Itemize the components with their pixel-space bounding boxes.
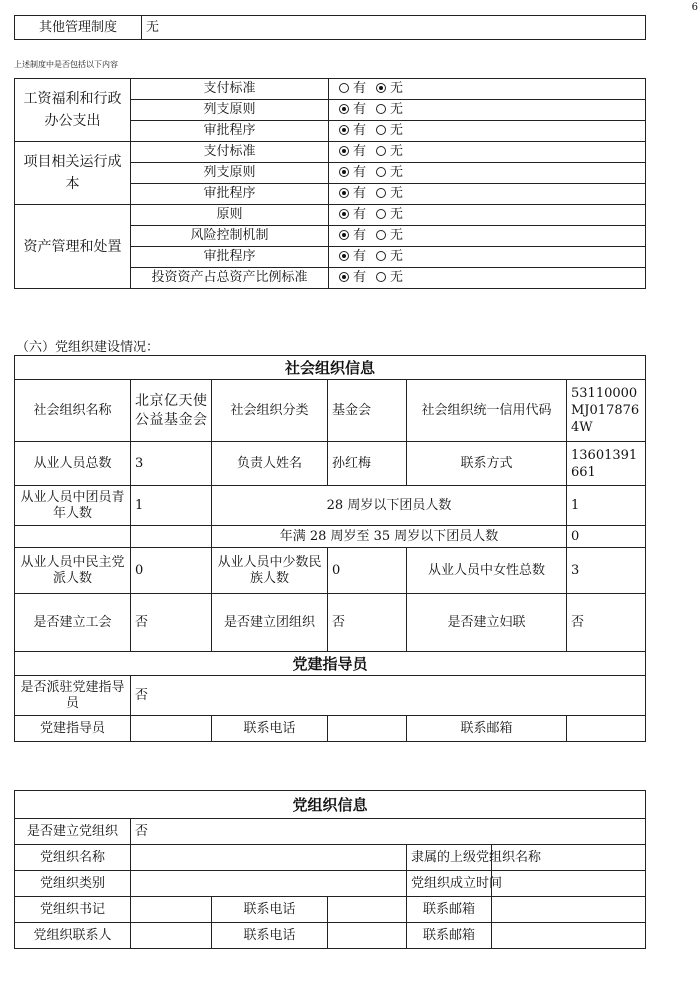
radio-no-icon[interactable]: [376, 272, 386, 282]
party-liaison-value: [131, 923, 212, 949]
radio-no-label: 无: [390, 207, 404, 222]
instructor-phone-label: 联系电话: [212, 716, 328, 742]
blank-cell: [131, 526, 212, 548]
section6-title: （六）党组织建设情况：: [16, 340, 160, 355]
rule-group-name: 资产管理和处置: [15, 205, 131, 289]
page-number: 6: [691, 2, 698, 13]
rule-item-label: 审批程序: [131, 247, 329, 268]
party-liaison-email-label: 联系邮箱: [407, 923, 492, 949]
org-category-label: 社会组织分类: [212, 380, 328, 442]
female-value: 3: [567, 548, 646, 594]
radio-yes-icon[interactable]: [339, 209, 349, 219]
org-credit-code-value: 53110000MJ0178764W: [567, 380, 646, 442]
staff-total-label: 从业人员总数: [15, 442, 131, 486]
leader-label: 负责人姓名: [212, 442, 328, 486]
party-secretary-phone-value: [328, 897, 407, 923]
radio-yes-icon[interactable]: [339, 188, 349, 198]
age28-35-value: 0: [567, 526, 646, 548]
rule-group-name: 工资福利和行政办公支出: [15, 79, 131, 142]
rule-item-choice: [329, 247, 646, 268]
party-type-label: 党组织类别: [15, 871, 131, 897]
blank-cell: [15, 526, 131, 548]
party-secretary-value: [131, 897, 212, 923]
rule-item-label: 风险控制机制: [131, 226, 329, 247]
org-name-value: 北京亿天使公益基金会: [131, 380, 212, 442]
minority-value: 0: [328, 548, 407, 594]
instructor-name-label: 党建指导员: [15, 716, 131, 742]
radio-no-label: 无: [390, 249, 404, 264]
radio-yes-label: 有: [353, 102, 367, 117]
instructor-phone-value: [328, 716, 407, 742]
instructor-dispatched-label: 是否派驻党建指导员: [15, 676, 131, 716]
rule-item-choice: [329, 205, 646, 226]
party-liaison-label: 党组织联系人: [15, 923, 131, 949]
other-rules-value: 无: [142, 16, 646, 40]
instructor-name-value: [131, 716, 212, 742]
rule-item-choice: [329, 184, 646, 205]
instructor-header: 党建指导员: [15, 652, 646, 676]
radio-no-icon[interactable]: [376, 230, 386, 240]
radio-no-icon[interactable]: [376, 167, 386, 177]
radio-no-label: 无: [390, 228, 404, 243]
female-label: 从业人员中女性总数: [407, 548, 567, 594]
radio-no-icon[interactable]: [376, 104, 386, 114]
democratic-value: 0: [131, 548, 212, 594]
radio-yes-label: 有: [353, 207, 367, 222]
party-org-header: 党组织信息: [15, 791, 646, 819]
radio-no-icon[interactable]: [376, 125, 386, 135]
radio-no-icon[interactable]: [376, 146, 386, 156]
radio-yes-label: 有: [353, 228, 367, 243]
radio-no-icon[interactable]: [376, 188, 386, 198]
rules-note: 上述制度中是否包括以下内容: [14, 60, 118, 69]
party-name-label: 党组织名称: [15, 845, 131, 871]
radio-yes-icon[interactable]: [339, 272, 349, 282]
radio-no-label: 无: [390, 270, 404, 285]
radio-yes-label: 有: [353, 144, 367, 159]
party-secretary-email-label: 联系邮箱: [407, 897, 492, 923]
radio-yes-icon[interactable]: [339, 146, 349, 156]
under28-label: 28 周岁以下团员人数: [212, 486, 567, 526]
radio-no-label: 无: [390, 165, 404, 180]
rule-item-label: 投资资产占总资产比例标准: [131, 268, 329, 289]
staff-total-value: 3: [131, 442, 212, 486]
rule-item-choice: [329, 142, 646, 163]
rule-group-name: 项目相关运行成本: [15, 142, 131, 205]
party-founded-value: [492, 871, 646, 897]
radio-no-label: 无: [390, 123, 404, 138]
contact-label: 联系方式: [407, 442, 567, 486]
party-secretary-phone-label: 联系电话: [212, 897, 328, 923]
party-established-label: 是否建立党组织: [15, 819, 131, 845]
party-type-value: [131, 871, 407, 897]
rule-item-label: 列支原则: [131, 100, 329, 121]
party-established-value: 否: [131, 819, 646, 845]
rule-item-choice: [329, 79, 646, 100]
radio-no-label: 无: [390, 81, 404, 96]
contact-value: 13601391661: [567, 442, 646, 486]
org-name-label: 社会组织名称: [15, 380, 131, 442]
party-liaison-email-value: [492, 923, 646, 949]
rule-item-label: 原则: [131, 205, 329, 226]
social-org-table: [14, 355, 646, 742]
minority-label: 从业人员中少数民族人数: [212, 548, 328, 594]
radio-yes-label: 有: [353, 165, 367, 180]
league-youth-value: 1: [131, 486, 212, 526]
party-liaison-phone-value: [328, 923, 407, 949]
party-name-value: [131, 845, 407, 871]
rule-item-choice: [329, 121, 646, 142]
democratic-label: 从业人员中民主党派人数: [15, 548, 131, 594]
radio-yes-icon[interactable]: [339, 125, 349, 135]
league-org-value: 否: [328, 594, 407, 652]
party-parent-label: 隶属的上级党组织名称: [407, 845, 492, 871]
instructor-dispatched-value: 否: [131, 676, 646, 716]
other-rules-label: 其他管理制度: [15, 16, 142, 40]
radio-no-icon[interactable]: [376, 83, 386, 93]
org-credit-code-label: 社会组织统一信用代码: [407, 380, 567, 442]
radio-yes-label: 有: [353, 249, 367, 264]
rule-item-label: 审批程序: [131, 121, 329, 142]
radio-no-label: 无: [390, 186, 404, 201]
leader-value: 孙红梅: [328, 442, 407, 486]
radio-no-label: 无: [390, 102, 404, 117]
rules-checklist-table: [14, 78, 646, 289]
radio-no-icon[interactable]: [376, 209, 386, 219]
under28-value: 1: [567, 486, 646, 526]
union-value: 否: [131, 594, 212, 652]
rule-item-choice: [329, 226, 646, 247]
other-rules-table: [14, 15, 646, 40]
party-secretary-label: 党组织书记: [15, 897, 131, 923]
age28-35-label: 年满 28 周岁至 35 周岁以下团员人数: [212, 526, 567, 548]
rule-item-label: 列支原则: [131, 163, 329, 184]
party-liaison-phone-label: 联系电话: [212, 923, 328, 949]
rule-item-choice: [329, 268, 646, 289]
radio-yes-label: 有: [353, 270, 367, 285]
radio-yes-icon[interactable]: [339, 251, 349, 261]
rule-item-choice: [329, 100, 646, 121]
party-founded-label: 党组织成立时间: [407, 871, 492, 897]
rule-item-label: 审批程序: [131, 184, 329, 205]
women-label: 是否建立妇联: [407, 594, 567, 652]
party-org-table: [14, 790, 646, 949]
radio-yes-label: 有: [353, 123, 367, 138]
union-label: 是否建立工会: [15, 594, 131, 652]
radio-yes-icon[interactable]: [339, 104, 349, 114]
instructor-email-label: 联系邮箱: [407, 716, 567, 742]
instructor-email-value: [567, 716, 646, 742]
rule-item-label: 支付标准: [131, 79, 329, 100]
rule-item-choice: [329, 163, 646, 184]
radio-yes-label: 有: [353, 186, 367, 201]
org-category-value: 基金会: [328, 380, 407, 442]
league-org-label: 是否建立团组织: [212, 594, 328, 652]
radio-yes-icon[interactable]: [339, 167, 349, 177]
radio-yes-icon[interactable]: [339, 230, 349, 240]
radio-no-label: 无: [390, 144, 404, 159]
radio-yes-icon[interactable]: [339, 83, 349, 93]
women-value: 否: [567, 594, 646, 652]
social-org-header: 社会组织信息: [15, 356, 646, 380]
radio-yes-label: 有: [353, 81, 367, 96]
rule-item-label: 支付标准: [131, 142, 329, 163]
league-youth-label: 从业人员中团员青年人数: [15, 486, 131, 526]
party-secretary-email-value: [492, 897, 646, 923]
radio-no-icon[interactable]: [376, 251, 386, 261]
